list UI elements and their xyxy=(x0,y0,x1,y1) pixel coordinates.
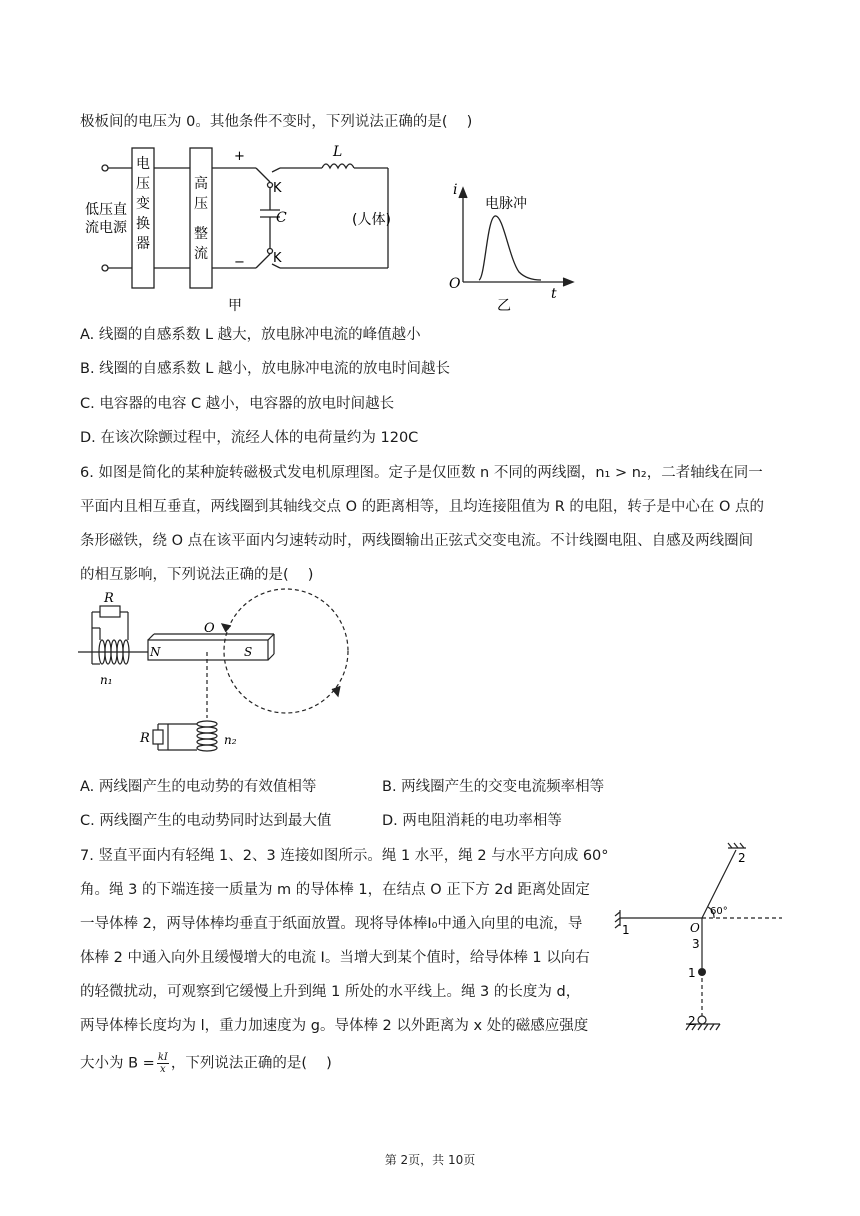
q7-stem-line-6: 两导体棒长度均为 l，重力加速度为 g。导体棒 2 以外距离为 x 处的磁感应强度 xyxy=(80,1018,589,1034)
axis-t-label: t xyxy=(551,286,557,302)
figure-q6-generator xyxy=(78,588,358,778)
q6-stem-line-1: 6. 如图是简化的某种旋转磁极式发电机原理图。定子是仅匝数 n 不同的两线圈，n₁ > n₂，二者轴线在同一 xyxy=(80,465,763,481)
rope-1-label: 1 xyxy=(622,923,630,937)
rod-2-label: 2 xyxy=(688,1014,696,1028)
figure-q7-ropes xyxy=(612,838,788,1038)
figure-yi-graph xyxy=(445,178,575,313)
svg-text:换: 换 xyxy=(136,216,150,232)
magnet-s-label: S xyxy=(244,645,253,659)
switch-k-top: K xyxy=(273,181,282,196)
q7-stem-line-5: 的轻微扰动，可观察到它缓慢上升到绳 1 所处的水平线上。绳 3 的长度为 d， xyxy=(80,984,581,1000)
svg-text:变: 变 xyxy=(136,196,150,212)
q5-option-d: D. 在该次除颤过程中，流经人体的电荷量约为 120C xyxy=(80,430,419,446)
rod-1-dot xyxy=(698,968,706,976)
svg-text:器: 器 xyxy=(136,236,150,252)
q6-stem-line-4: 的相互影响，下列说法正确的是( ) xyxy=(80,567,314,583)
q6-stem-line-3: 条形磁铁，绕 O 点在该平面内匀速转动时，两线圈输出正弦式交变电流。不计线圈电阻、自感及两线圈间 xyxy=(80,533,754,549)
coil-n1-label: n₁ xyxy=(100,673,113,687)
rectifier-box-label xyxy=(194,175,208,262)
q7-stem-line-2: 角。绳 3 的下端连接一质量为 m 的导体棒 1，在结点 O 正下方 2d 距离处固定 xyxy=(80,882,590,898)
minus-sign: − xyxy=(234,255,245,270)
q5-tail-text: 极板间的电压为 0。其他条件不变时，下列说法正确的是( ) xyxy=(80,114,473,130)
svg-text:高: 高 xyxy=(194,176,208,192)
svg-text:压: 压 xyxy=(136,176,150,192)
origin-o-label: O xyxy=(449,276,461,292)
switch-k-bottom: K xyxy=(273,251,282,266)
angle-60-label: 60° xyxy=(710,906,728,917)
q6-option-a: A. 两线圈产生的电动势的有效值相等 xyxy=(80,779,317,795)
source-label-1: 低压直 xyxy=(85,202,127,218)
q6-option-b: B. 两线圈产生的交变电流频率相等 xyxy=(382,779,605,795)
q6-option-d: D. 两电阻消耗的电功率相等 xyxy=(382,813,562,829)
q5-option-a: A. 线圈的自感系数 L 越大，放电脉冲电流的峰值越小 xyxy=(80,327,421,343)
center-o-label: O xyxy=(204,621,215,636)
q6-stem-line-2: 平面内且相互垂直，两线圈到其轴线交点 O 的距离相等，且均连接阻值为 R 的电阻，转子是中心在 O 点的 xyxy=(80,499,765,515)
rod-2-dot xyxy=(698,1016,706,1024)
q6-option-c: C. 两线圈产生的电动势同时达到最大值 xyxy=(80,813,332,829)
figure-jia-circuit xyxy=(80,140,410,315)
rope-3-label: 3 xyxy=(692,937,700,951)
formula-prefix: 大小为 B = xyxy=(80,1055,155,1072)
formula-fraction: $\frac{kI}{x}$ xyxy=(157,1052,168,1075)
body-label: (人体) xyxy=(352,212,391,228)
q7-stem-line-1: 7. 竖直平面内有轻绳 1、2、3 连接如图所示。绳 1 水平，绳 2 与水平方向成 60° xyxy=(80,848,609,864)
q7-stem-line-4: 体棒 2 中通入向外且缓慢增大的电流 I。当增大到某个值时，给导体棒 1 以向右 xyxy=(80,950,590,966)
resistor-r-top: R xyxy=(104,591,114,606)
svg-text:整: 整 xyxy=(194,226,208,242)
knot-o-label: O xyxy=(690,921,700,935)
coil-n2-label: n₂ xyxy=(224,733,237,747)
formula-suffix: ，下列说法正确的是( ) xyxy=(170,1055,332,1072)
page-footer: 第 2页，共 10页 xyxy=(384,1153,476,1167)
source-label-2: 流电源 xyxy=(85,220,127,236)
rod-1-label: 1 xyxy=(688,966,696,980)
rope-2-label: 2 xyxy=(738,851,746,865)
pulse-label: 电脉冲 xyxy=(485,196,527,212)
q5-option-c: C. 电容器的电容 C 越小，电容器的放电时间越长 xyxy=(80,396,395,412)
caption-jia: 甲 xyxy=(228,298,242,314)
q5-option-b: B. 线圈的自感系数 L 越小，放电脉冲电流的放电时间越长 xyxy=(80,361,450,377)
inductor-label: L xyxy=(333,144,343,160)
caption-yi: 乙 xyxy=(497,298,511,314)
svg-text:流: 流 xyxy=(194,246,208,262)
converter-box-label xyxy=(136,155,150,252)
axis-i-label: i xyxy=(453,182,458,198)
q7-stem-line-3: 一导体棒 2，两导体棒均垂直于纸面放置。现将导体棒I₀中通入向里的电流，导 xyxy=(80,916,583,932)
resistor-r-bottom: R xyxy=(140,731,150,746)
svg-text:电: 电 xyxy=(136,156,150,172)
capacitor-label: C xyxy=(276,210,287,226)
magnet-n-label: N xyxy=(150,645,161,659)
plus-sign: + xyxy=(234,149,245,164)
q7-stem-line-7 xyxy=(80,1052,332,1075)
svg-text:压: 压 xyxy=(194,196,208,212)
